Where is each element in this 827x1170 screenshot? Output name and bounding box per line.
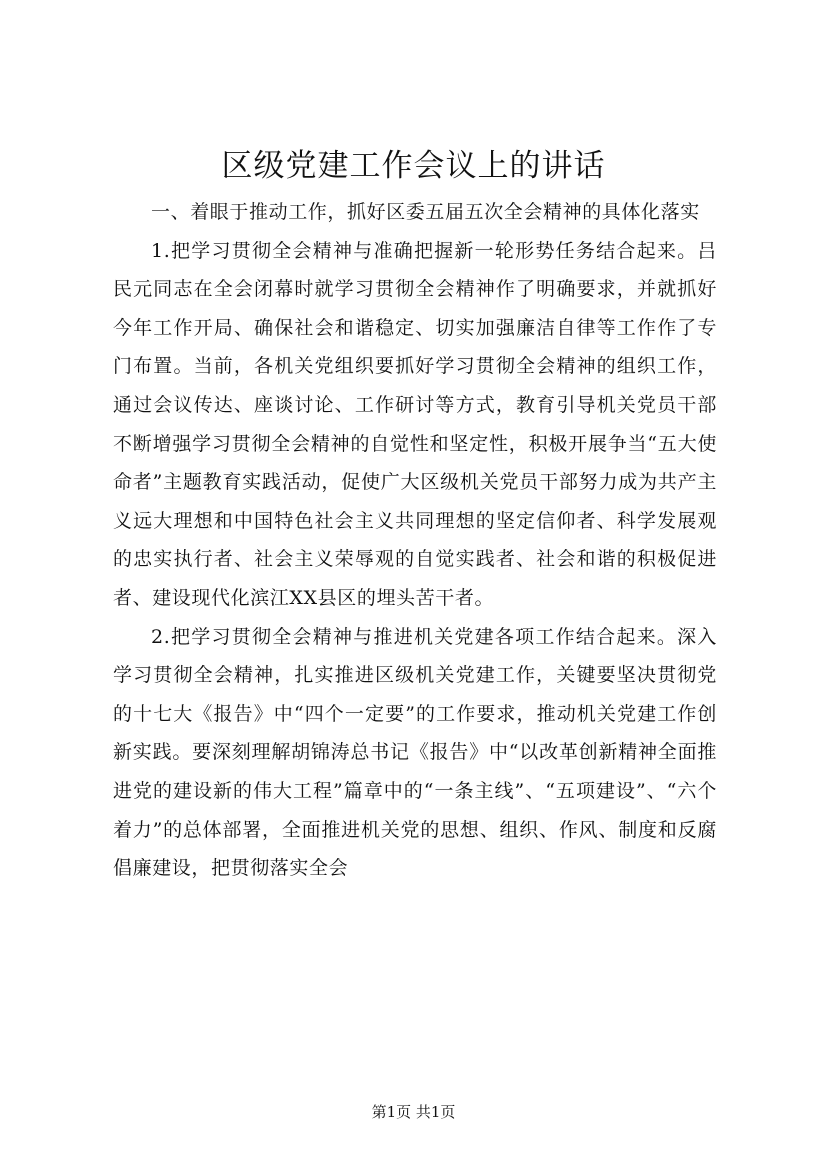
document-title: 区级党建工作会议上的讲话 [221, 148, 606, 184]
body-paragraph-2: 2.把学习贯彻全会精神与推进机关党建各项工作结合起来。深入学习贯彻全会精神，扎实推进区级机关党建工作，关键要坚决贯彻党的十七大《报告》中“四个一定要”的工作要求，推动机关党建工作创新实践。要深刻理解胡锦涛总书记《报告》中“以改革创新精神全面推进党的建设新的伟大工程”篇章中的“一条主线”、“五项建设”、“六个着力”的总体部署，全面推进机关党的思想、组织、作风、制度和反腐倡廉建设，把贯彻落实全会 [113, 625, 717, 880]
section-heading: 一、着眼于推动工作，抓好区委五届五次全会精神的具体化落实 [151, 201, 700, 223]
body-paragraph-1: 1.把学习贯彻全会精神与准确把握新一轮形势任务结合起来。吕民元同志在全会闭幕时就学习贯彻全会精神作了明确要求，并就抓好今年工作开局、确保社会和谐稳定、切实加强廉洁自律等工作作了专门布置。当前，各机关党组织要抓好学习贯彻全会精神的组织工作，通过会议传达、座谈讨论、工作研讨等方式，教育引导机关党员干部不断增强学习贯彻全会精神的自觉性和坚定性，积极开展争当“五大使命者”主题教育实践活动，促使广大区级机关党员干部努力成为共产主义远大理想和中国特色社会主义共同理想的坚定信仰者、科学发展观的忠实执行者、社会主义荣辱观的自觉实践者、社会和谐的积极促进者、建设现代化滨江XX县区的埋头苦干者。 [113, 239, 717, 609]
document-body [113, 193, 717, 888]
page-footer: 第1页 共1页 [371, 1103, 456, 1121]
